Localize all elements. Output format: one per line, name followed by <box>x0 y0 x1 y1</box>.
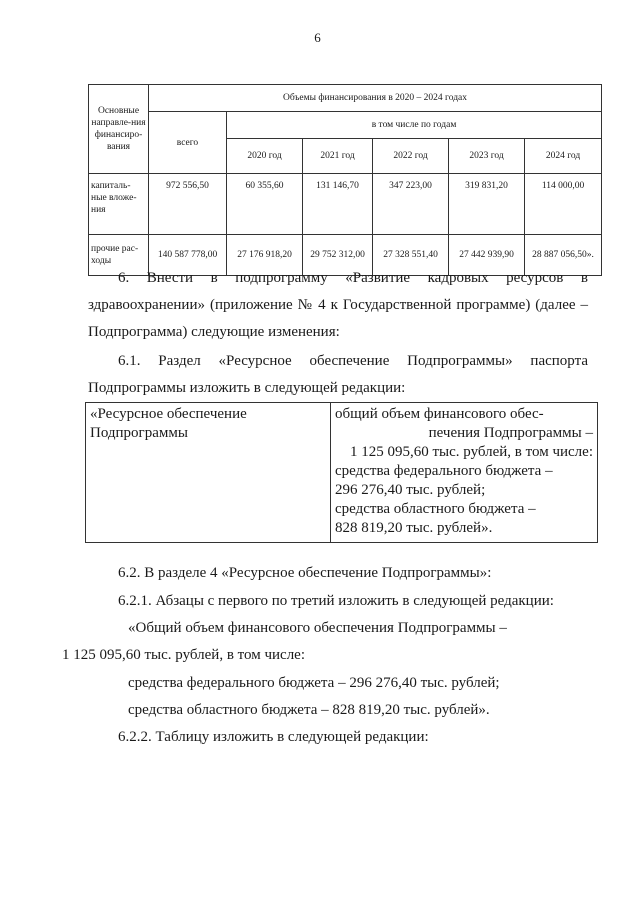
year-header: 2024 год <box>525 139 602 174</box>
year-header: 2022 год <box>373 139 449 174</box>
quote-line-2: 1 125 095,60 тыс. рублей, в том числе: <box>62 647 306 663</box>
row-label: капиталь-ные вложе-ния <box>89 174 149 235</box>
year-header: 2021 год <box>303 139 373 174</box>
resource-table <box>85 402 598 543</box>
page-number: 6 <box>314 30 321 45</box>
resource-line: печения Подпрограммы – <box>428 425 593 441</box>
resource-line: средства федерального бюджета – <box>335 463 553 479</box>
table-cell: 29 752 312,00 <box>303 235 373 276</box>
table-cell: 347 223,00 <box>373 174 449 235</box>
quote-federal: средства федерального бюджета – 296 276,40 тыс. рублей; <box>128 675 500 691</box>
table-cell: 60 355,60 <box>227 174 303 235</box>
header-direction: Основные направле-ния финансиро-вания <box>89 85 149 174</box>
paragraph-6-2: 6.2. В разделе 4 «Ресурсное обеспечение Подпрограммы»: <box>118 565 492 581</box>
table-cell: 27 328 551,40 <box>373 235 449 276</box>
paragraph-6-2-2: 6.2.2. Таблицу изложить в следующей редакции: <box>118 729 429 745</box>
row-label: прочие рас-ходы <box>89 235 149 276</box>
row-total: 972 556,50 <box>149 174 227 235</box>
quote-line-1: «Общий объем финансового обеспечения Подпрограммы – <box>128 620 507 636</box>
resource-table-right <box>331 403 598 543</box>
table-cell: 27 442 939,90 <box>449 235 525 276</box>
table-cell: 131 146,70 <box>303 174 373 235</box>
year-header: 2020 год <box>227 139 303 174</box>
table-cell: 319 831,20 <box>449 174 525 235</box>
table-cell: 114 000,00 <box>525 174 602 235</box>
table-cell: 28 887 056,50». <box>525 235 602 276</box>
header-volume: Объемы финансирования в 2020 – 2024 годах <box>149 85 602 112</box>
paragraph-6: 6. Внести в подпрограмму «Развитие кадровых ресурсов в здравоохранении» (приложение № 4 к Государственной программе) (далее – Подпрограмма) следующие изменения: <box>88 270 588 340</box>
year-header: 2023 год <box>449 139 525 174</box>
resource-line: общий объем финансового обес- <box>335 406 544 422</box>
header-by-year: в том числе по годам <box>227 112 602 139</box>
paragraph-6-2-1: 6.2.1. Абзацы с первого по третий изложить в следующей редакции: <box>118 593 554 609</box>
resource-line: 1 125 095,60 тыс. рублей, в том числе: <box>349 444 593 460</box>
funding-table <box>88 84 602 276</box>
table-row <box>89 174 602 235</box>
header-total: всего <box>149 112 227 174</box>
quote-regional: средства областного бюджета – 828 819,20 тыс. рублей». <box>128 702 490 718</box>
resource-line: 296 276,40 тыс. рублей; <box>335 482 486 498</box>
resource-line: средства областного бюджета – <box>335 501 536 517</box>
resource-line: 828 819,20 тыс. рублей». <box>335 520 493 536</box>
row-total: 140 587 778,00 <box>149 235 227 276</box>
paragraph-6-1: 6.1. Раздел «Ресурсное обеспечение Подпрограммы» паспорта Подпрограммы изложить в следующей редакции: <box>88 353 588 396</box>
resource-table-left: «Ресурсное обеспечение Подпрограммы <box>86 403 331 543</box>
table-cell: 27 176 918,20 <box>227 235 303 276</box>
